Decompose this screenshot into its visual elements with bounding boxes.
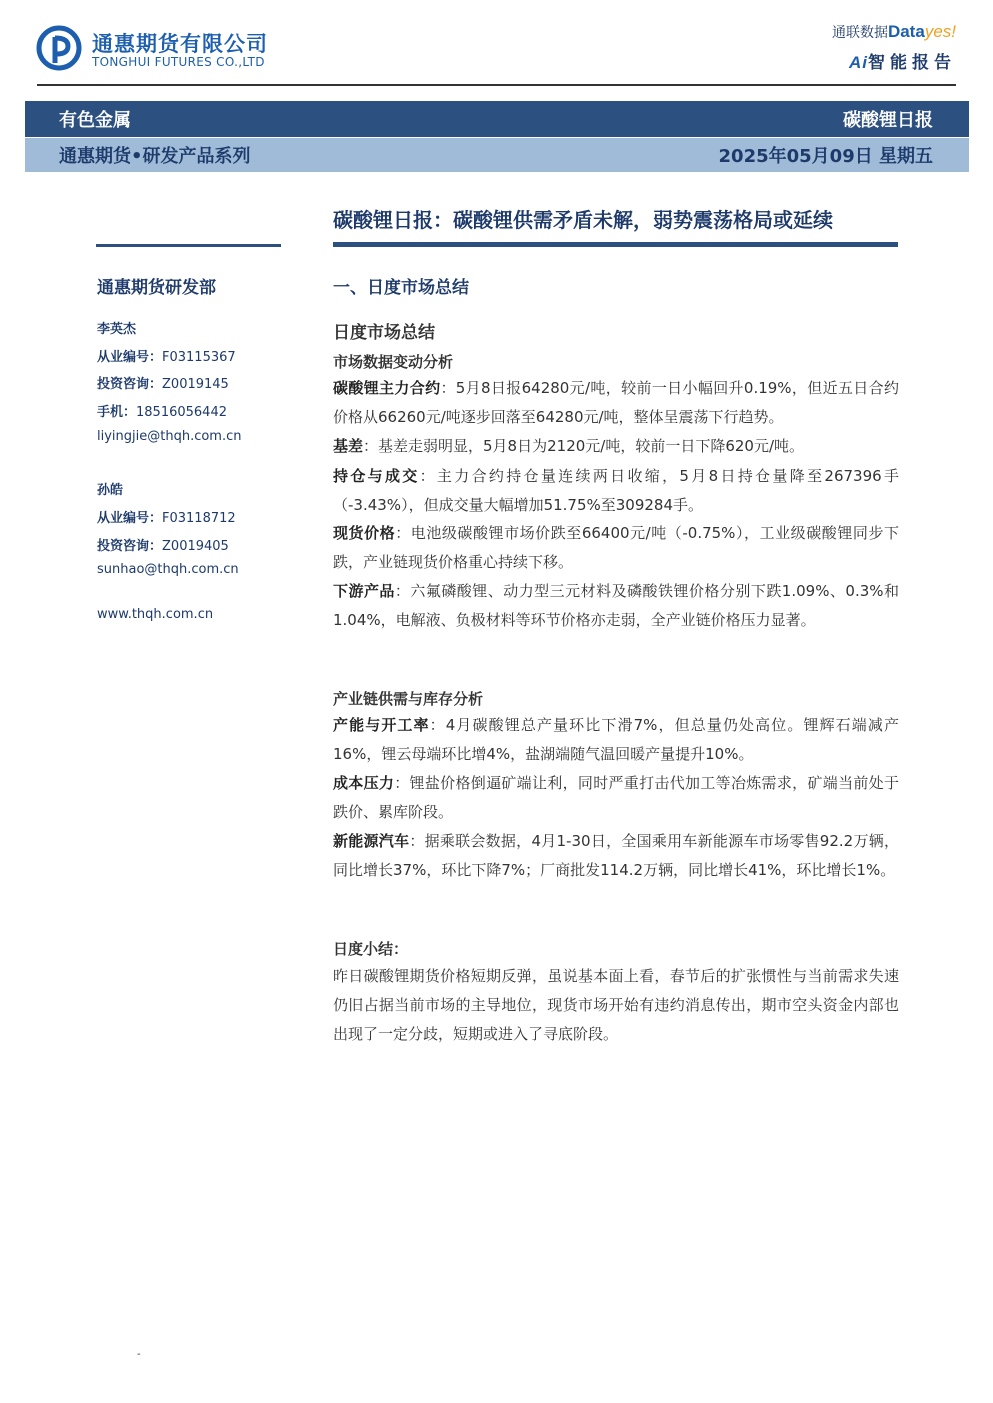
analyst-advisory: 投资咨询：Z0019405 [97, 539, 229, 554]
report-date: 2025年05月09日 星期五 [718, 146, 933, 167]
analyst-phone: 手机：18516056442 [97, 405, 227, 420]
summary-heading: 日度市场总结 [333, 323, 435, 343]
title-divider [333, 242, 898, 247]
footer-mark: - [137, 1349, 141, 1360]
paragraph-basis: 基差：基差走弱明显，5月8日为2120元/吨，较前一日下降620元/吨。 [333, 437, 805, 455]
research-dept: 通惠期货研发部 [97, 278, 216, 298]
analyst-name: 李英杰 [97, 322, 137, 337]
datayes-prefix: 通联数据 [831, 25, 888, 41]
section-heading: 一、日度市场总结 [333, 278, 469, 298]
category-label: 有色金属 [59, 110, 131, 131]
paragraph-nev: 新能源汽车：据乘联会数据，4月1-30日，全国乘用车新能源车市场零售92.2万辆，同比增长37%，环比下降7%；厂商批发114.2万辆，同比增长41%，环比增长1%。 [333, 832, 899, 879]
category-band [25, 101, 969, 137]
sidebar-divider [96, 244, 281, 247]
company-name-cn: 通惠期货有限公司 [92, 32, 268, 56]
datayes-brand-data: Data [887, 22, 925, 41]
company-logo-icon [36, 25, 82, 71]
analyst-email[interactable]: liyingjie@thqh.com.cn [97, 429, 242, 444]
header-divider [37, 84, 956, 86]
subheading-supply-demand: 产业链供需与库存分析 [333, 690, 484, 708]
paragraph-capacity: 产能与开工率：4月碳酸锂总产量环比下滑7%，但总量仍处高位。锂辉石端减产16%，锂云母端环比增4%，盐湖端随气温回暖产量提升10%。 [333, 716, 899, 763]
datayes-brand-yes: yes! [924, 22, 956, 41]
series-band [25, 138, 969, 172]
ai-mark: Ai [849, 53, 868, 72]
analyst-advisory: 投资咨询：Z0019145 [97, 377, 229, 392]
series-label: 通惠期货•研发产品系列 [59, 146, 251, 167]
subheading-daily-summary: 日度小结： [333, 940, 409, 958]
analyst-email[interactable]: sunhao@thqh.com.cn [97, 562, 239, 577]
analyst-license: 从业编号：F03118712 [97, 511, 236, 526]
analyst-name: 孙皓 [97, 483, 124, 498]
subheading-market-data: 市场数据变动分析 [333, 353, 454, 371]
paragraph-summary: 昨日碳酸锂期货价格短期反弹，虽说基本面上看，春节后的扩张惯性与当前需求失速仍旧占据当前市场的主导地位，现货市场开始有违约消息传出，期市空头资金内部也出现了一定分歧，短期或进入了寻底阶段。 [333, 967, 899, 1043]
paragraph-downstream: 下游产品：六氟磷酸锂、动力型三元材料及磷酸铁锂价格分别下跌1.09%、0.3%和1.04%，电解液、负极材料等环节价格亦走弱，全产业链价格压力显著。 [333, 582, 899, 629]
report-title: 碳酸锂日报：碳酸锂供需矛盾未解，弱势震荡格局或延续 [333, 208, 833, 232]
paragraph-position: 持仓与成交：主力合约持仓量连续两日收缩，5月8日持仓量降至267396手（-3.43%），但成交量大幅增加51.75%至309284手。 [333, 467, 899, 514]
paragraph-futures: 碳酸锂主力合约：5月8日报64280元/吨，较前一日小幅回升0.19%，但近五日合约价格从66260元/吨逐步回落至64280元/吨，整体呈震荡下行趋势。 [333, 379, 899, 426]
paragraph-spot: 现货价格：电池级碳酸锂市场价跌至66400元/吨（-0.75%），工业级碳酸锂同步下跌，产业链现货价格重心持续下移。 [333, 524, 899, 571]
ai-report-text: 智能报告 [868, 53, 956, 73]
datayes-brand [832, 22, 956, 42]
website-link[interactable]: www.thqh.com.cn [97, 607, 214, 622]
paragraph-cost: 成本压力：锂盐价格倒逼矿端让利，同时严重打击代加工等冶炼需求，矿端当前处于跌价、累库阶段。 [333, 774, 899, 821]
ai-report-label [849, 48, 956, 73]
report-type-label: 碳酸锂日报 [843, 110, 933, 131]
company-name-en: TONGHUI FUTURES CO.,LTD [92, 55, 265, 69]
analyst-license: 从业编号：F03115367 [97, 350, 236, 365]
